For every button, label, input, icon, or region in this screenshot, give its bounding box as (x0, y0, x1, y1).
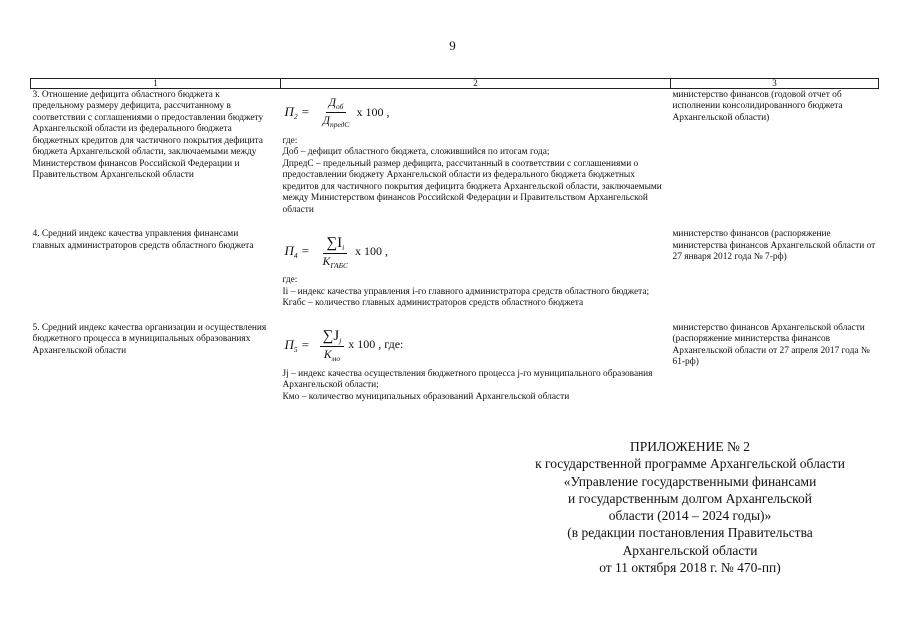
formula-numerator: Д (328, 97, 336, 110)
formula-numerator: ∑J (322, 328, 340, 345)
table-row (31, 322, 879, 403)
formula-denominator: К (322, 255, 331, 268)
definition-line: Кмо – количество муниципальных образований Архангельской области (282, 391, 570, 402)
formula-tail: x 100 , (355, 243, 389, 258)
appendix-line: ПРИЛОЖЕНИЕ № 2 (629, 439, 751, 454)
formula-lhs-sub: 4 (293, 251, 298, 261)
formula-lhs: П (284, 243, 294, 259)
definition-line: ДпредС – предельный размер дефицита, рассчитанный в соответствии с соглашениями о предоставлении бюджету Архангельской области из федерального бюджета бюджетных кредитов для частичного покрытия дефицита бюджета Архангельской области, заключаемыми между Министерством финансов Российской Федерации и Правительством Архангельской области (282, 158, 662, 215)
definition-line: Jj – индекс качества осуществления бюджетного процесса j-го муниципального образования Архангельской области; (282, 368, 653, 391)
appendix-line: от 11 октября 2018 г. № 470-пп) (599, 559, 781, 575)
formula-numerator-sub: j (339, 336, 342, 346)
table-header-row (31, 79, 879, 89)
definition-line: Ii – индекс качества управления i-го главного администратора средств областного бюджета; (282, 286, 650, 297)
appendix-line: области (2014 – 2024 годы)» (608, 508, 772, 524)
formula-numerator-sub: i (342, 242, 345, 252)
page-number: 9 (449, 38, 456, 53)
formula-fraction (320, 234, 351, 269)
formula-tail: x 100 , (356, 104, 390, 119)
formula-lhs: П (284, 104, 294, 120)
appendix-line: и государственным долгом Архангельской (568, 490, 812, 506)
column-header: 3 (671, 79, 879, 89)
formula-lhs-sub: 5 (293, 344, 298, 354)
definition-line: где: (282, 275, 298, 286)
formula-denominator-sub: предС (330, 119, 350, 129)
column-header: 1 (31, 79, 281, 89)
formula-denominator: К (323, 349, 332, 362)
definition-line: Доб – дефицит областного бюджета, сложившийся по итогам года; (282, 147, 550, 158)
appendix-line: «Управление государственными финансами (563, 473, 817, 489)
appendix-line: (в редакции постановления Правительства (567, 525, 813, 541)
formula-tail: x 100 , где: (348, 337, 404, 352)
definition-line: Кгабс – количество главных администраторов средств областного бюджета (282, 298, 584, 309)
source-cell: министерство финансов (распоряжение министерства финансов Архангельской области от 27 января 2012 года № 7-рф) (672, 229, 876, 263)
formula-cell (281, 89, 671, 217)
appendix-line: к государственной программе Архангельской области (535, 456, 845, 472)
indicator-cell: 5. Средний индекс качества организации и осуществления бюджетного процесса в муниципальных образованиях Архангельской области (32, 322, 267, 356)
appendix-line: Архангельской области (622, 542, 758, 558)
formula-cell (281, 322, 671, 403)
formula-numerator: ∑I (326, 234, 343, 251)
formula-lhs: П (284, 336, 294, 352)
formula: $П_5$ = $\frac{\sum J_j}{К_{мо}}$ x 100 , где: (284, 328, 404, 364)
formula-lhs-sub: 2 (293, 112, 298, 122)
indicators-table (30, 78, 879, 403)
table-row (31, 89, 879, 217)
formula-cell (281, 228, 671, 309)
formula-fraction (320, 96, 353, 127)
source-cell: министерство финансов Архангельской области (распоряжение министерства финансов Архангельской области от 27 апреля 2017 года № 61-рф) (672, 322, 870, 368)
appendix-heading (490, 438, 890, 576)
formula: $П_4$ = $\frac{\sum I_i}{К_{ГАБС}}$ x 100 , (284, 234, 389, 270)
formula-fraction (320, 327, 345, 362)
column-header: 2 (281, 79, 671, 89)
definition-line: где: (282, 136, 298, 146)
source-cell: министерство финансов (годовой отчет об исполнении консолидированного бюджета Архангельской области) (672, 90, 843, 123)
formula-denominator: Д (322, 114, 330, 127)
formula: $П_2$ = $\frac{Д_{об}}{Д_{предС}}$ x 100 , (284, 97, 390, 129)
table-row (31, 228, 879, 309)
formula-denominator-sub: мо (331, 354, 341, 364)
formula-denominator-sub: ГАБС (330, 260, 349, 270)
indicator-cell: 3. Отношение дефицита областного бюджета к предельному размеру дефицита, рассчитанному в соответствии с соглашениями о предоставлении бюджету Архангельской области из федерального бюджета бюджетных кредитов для частичного покрытия дефицита бюджета Архангельской области, заключаемыми между Министерством финансов Российской Федерации и Правительством Архангельской области (32, 90, 264, 181)
formula-numerator-sub: об (336, 102, 344, 112)
indicator-cell: 4. Средний индекс качества управления финансами главных администраторов средств областного бюджета (32, 229, 254, 251)
